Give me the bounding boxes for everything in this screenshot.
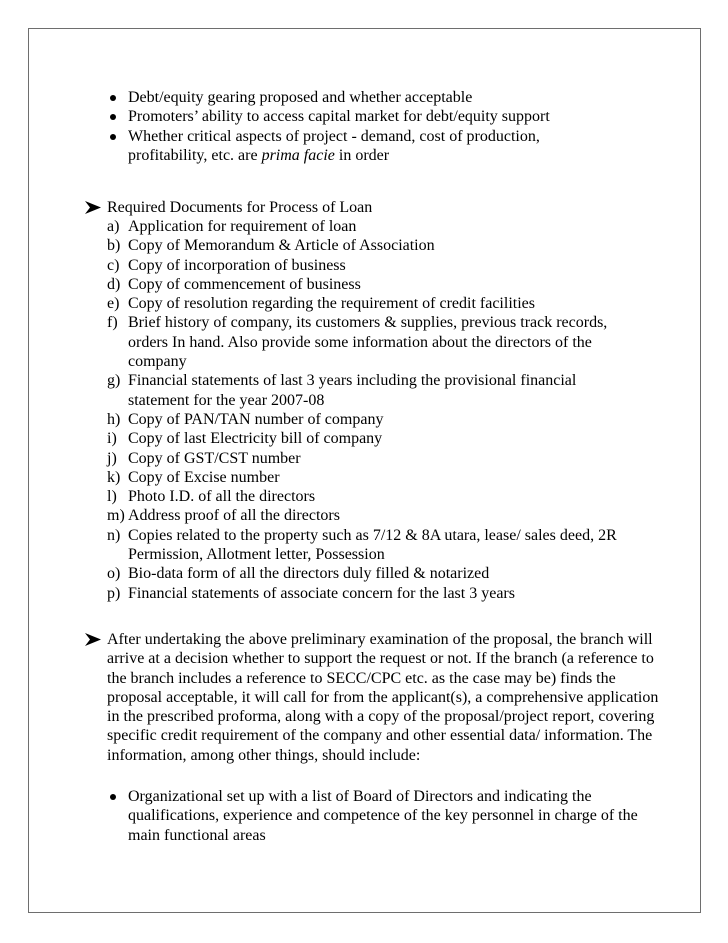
list-item <box>0 217 728 236</box>
list-label: a) <box>107 218 120 235</box>
list-text: Copy of commencement of business <box>128 275 361 293</box>
list-text: Copy of Memorandum & Article of Association <box>128 237 435 255</box>
bullet-dot-icon <box>110 794 116 800</box>
list-label: d) <box>107 275 121 293</box>
list-item <box>0 294 728 313</box>
list-item <box>0 564 728 583</box>
list-label: h) <box>107 410 121 428</box>
list-item <box>0 526 728 565</box>
bullet-text-end: in order <box>334 146 390 164</box>
list-label: m) <box>107 507 125 525</box>
decision-bullet-list <box>0 787 728 845</box>
list-label: p) <box>107 584 121 602</box>
arrow-bullet-icon <box>84 632 102 647</box>
list-item <box>0 429 728 448</box>
list-label: e) <box>107 295 120 313</box>
list-item <box>0 313 728 371</box>
list-item <box>0 275 728 294</box>
bullet-text: Debt/equity gearing proposed and whether acceptable <box>128 89 473 106</box>
list-text: Photo I.D. of all the directors <box>128 488 316 506</box>
list-item <box>0 487 728 506</box>
list-label: n) <box>107 526 121 544</box>
decision-paragraph: After undertaking the above preliminary examination of the proposal, the branch will arrive at a decision whether to support the request or not. If the branch (a reference to the branch includes a reference to SECC/CPC etc. as the case may be) finds the proposal acceptable, it will call for from the applicant(s), a comprehensive application in the prescribed proforma, along with a copy of the proposal/project report, covering specific credit requirement of the company and other essential data/ information. The information, among other things, should include: <box>107 631 659 764</box>
list-text: Copy of GST/CST number <box>128 449 301 467</box>
list-label: b) <box>107 237 121 255</box>
list-item <box>0 236 728 255</box>
list-label: o) <box>107 565 121 583</box>
list-text: Address proof of all the directors <box>128 507 340 525</box>
list-label: i) <box>107 430 117 448</box>
list-text: Copies related to the property such as 7/12 & 8A utara, lease/ sales deed, 2R Permission, Allotment letter, Possession <box>128 526 617 564</box>
bullet-text: Promoters’ ability to access capital market for debt/equity support <box>128 108 550 126</box>
list-item <box>0 468 728 487</box>
list-text: Copy of last Electricity bill of company <box>128 430 383 448</box>
bullet-dot-icon <box>110 114 116 120</box>
bullet-item <box>0 127 728 166</box>
section-heading: Required Documents for Process of Loan <box>107 199 373 216</box>
list-text: Copy of incorporation of business <box>128 256 346 274</box>
top-bullet-list <box>0 88 728 165</box>
list-text: Copy of Excise number <box>128 468 280 486</box>
list-item <box>0 506 728 525</box>
list-text: Bio-data form of all the directors duly filled & notarized <box>128 565 490 583</box>
list-text: Copy of resolution regarding the requirement of credit facilities <box>128 295 535 313</box>
list-label: f) <box>107 314 118 332</box>
list-label: k) <box>107 468 121 486</box>
list-label: c) <box>107 256 120 274</box>
list-label: j) <box>107 449 117 467</box>
bullet-item <box>0 88 728 107</box>
list-item <box>0 584 728 603</box>
list-item <box>0 449 728 468</box>
list-text: Application for requirement of loan <box>128 218 357 235</box>
list-item <box>0 410 728 429</box>
bullet-text: Organizational set up with a list of Board of Directors and indicating the qualifications, experience and competence of the key personnel in charge of the main functional areas <box>128 788 638 844</box>
list-label: l) <box>107 488 117 506</box>
list-text: Copy of PAN/TAN number of company <box>128 410 384 428</box>
arrow-bullet-icon <box>84 200 102 215</box>
bullet-text: Whether critical aspects of project - demand, cost of production, profitability, etc. are <box>128 127 540 164</box>
list-text: Brief history of company, its customers & supplies, previous track records, orders In hand. Also provide some information about the directors of the company <box>128 314 608 371</box>
list-text: Financial statements of last 3 years including the provisional financial statement for the year 2007-08 <box>128 372 577 409</box>
list-item <box>0 256 728 275</box>
list-item <box>0 371 728 410</box>
bullet-item <box>0 107 728 126</box>
bullet-dot-icon <box>110 95 116 101</box>
list-text: Financial statements of associate concern for the last 3 years <box>128 584 515 602</box>
documents-list <box>0 217 728 603</box>
bullet-text-italic: prima facie <box>261 146 335 164</box>
bullet-item <box>0 787 728 845</box>
list-label: g) <box>107 372 121 390</box>
bullet-dot-icon <box>110 134 116 140</box>
